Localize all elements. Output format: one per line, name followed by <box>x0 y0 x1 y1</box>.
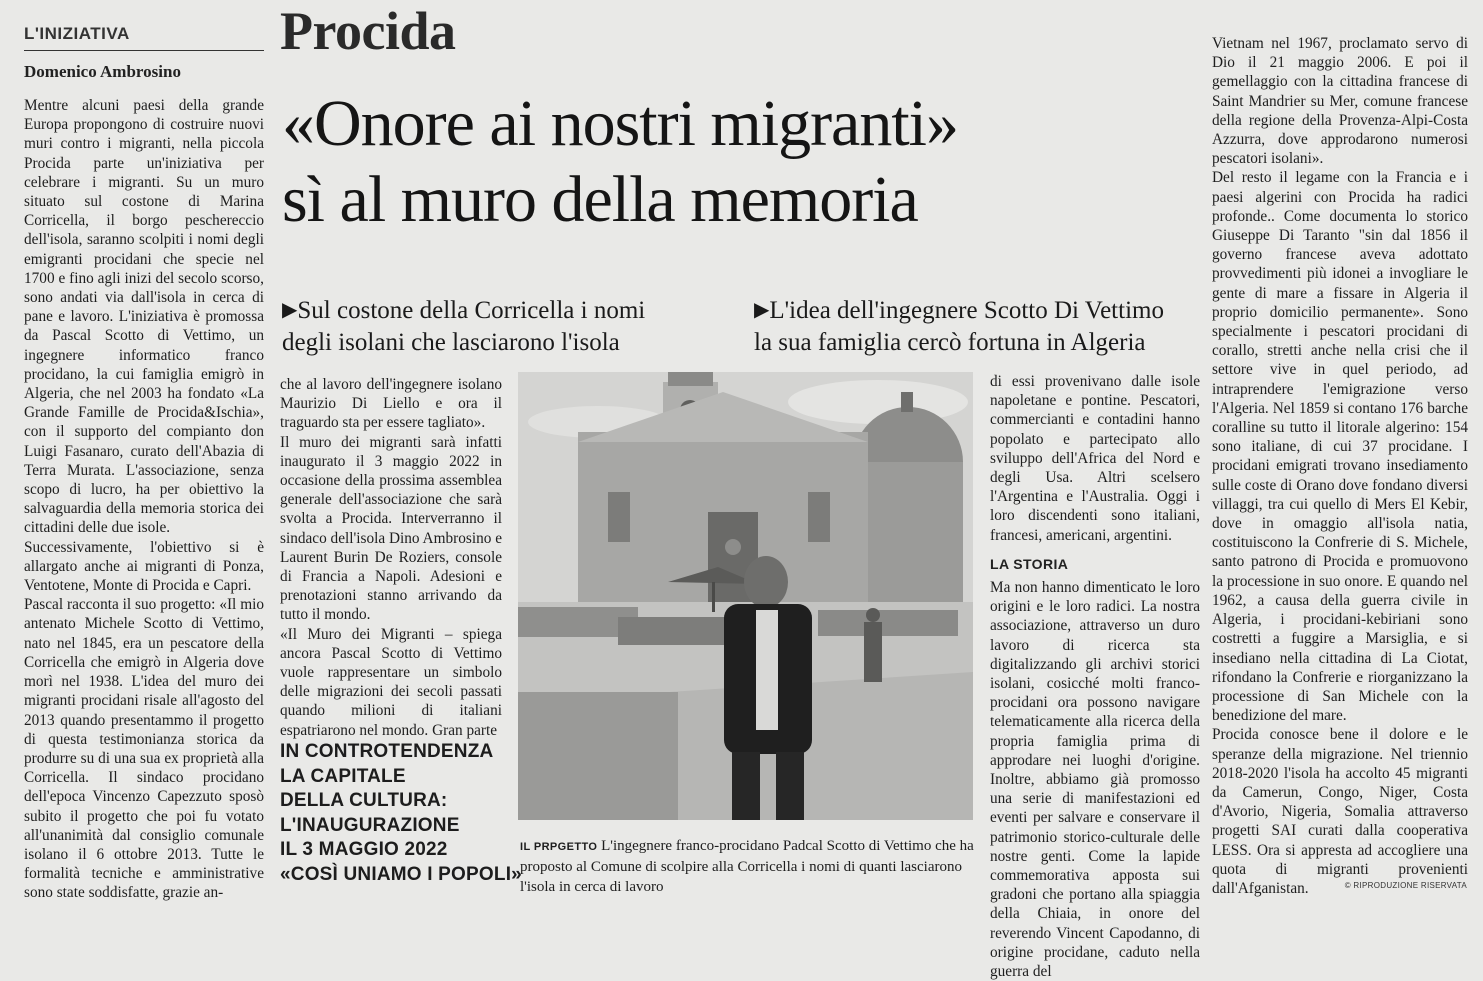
callout-line: «COSÌ UNIAMO I POPOLI» <box>280 863 522 885</box>
subhead-left <box>282 294 645 359</box>
callout-line: L'INAUGURAZIONE <box>280 814 460 836</box>
column-3 <box>990 372 1200 981</box>
col3-paragraph-1: di essi provenivano dalle isole napoletane e pontine. Pescatori, commercianti e contadini hanno popolato e partecipato allo sviluppo dell'Africa del Nord e degli Usa. Altri scelsero l'Argentina e l'Australia. Oggi i loro discendenti sono italiani, francesi, americani, argentini. <box>990 373 1200 544</box>
callout-line: DELLA CULTURA: <box>280 790 448 812</box>
subhead-left-line-1: Sul costone della Corricella i nomi <box>297 297 646 324</box>
subhead-right <box>754 294 1164 359</box>
headline-line-1: «Onore ai nostri migranti» <box>282 87 959 160</box>
column-4 <box>1212 34 1468 898</box>
reproduction-notice: © RIPRODUZIONE RISERVATA <box>1344 881 1467 890</box>
subhead-right-line-1: L'idea dell'ingegnere Scotto Di Vettimo <box>769 297 1164 324</box>
col1-paragraph-1: Mentre alcuni paesi della grande Europa propongono di costruire nuovi muri contro i migranti, nella piccola Procida parte un'iniziativa per celebrare i migranti. Su un muro situato sul costone di Marina Corricella, il borgo peschereccio dell'isola, saranno scolpiti i nomi degli emigranti procidani che specie nel 1700 e fino agli inizi del secolo scorso, sono andati via dall'isola in cerca di pane e lavoro. L'iniziativa è promossa da Pascal Scotto di Vettimo, un ingegnere informatico franco procidano, la cui famiglia emigrò in Algeria, che nel 2003 ha fondato «La Grande Famille de Procida&Ischia», con il supporto del compianto don Luigi Fasanaro, curato dell'Abazia di Terra Murata. L'associazione, senza scopo di lucro, ha per obiettivo la salvaguardia della memoria storica dei cittadini delle due isole. <box>24 97 264 537</box>
subhead-right-line-2: la sua famiglia cercò fortuna in Algeria <box>754 329 1146 356</box>
subhead-left-line-2: degli isolani che lasciarono l'isola <box>282 329 620 356</box>
church-scene-illustration <box>518 372 973 820</box>
col2-paragraph-1: che al lavoro dell'ingegnere isolano Maurizio Di Liello e ora il traguardo sta per essere tagliato». <box>280 376 502 432</box>
col4-paragraph-3: Procida conosce bene il dolore e le speranze della migrazione. Nel triennio 2018-2020 l'isola ha accolto 45 migranti da Camerun, Congo, Niger, Costa d'Avorio, Nigeria, Somalia attraverso progetti SAI curati dalla cooperativa LESS. Ora si appresta ad accogliere una quota di migranti provenienti dall'Afganistan. <box>1212 726 1468 897</box>
col2-paragraph-3: «Il Muro dei Migranti – spiega ancora Pascal Scotto di Vettimo vuole rappresentare un simbolo delle migrazioni dei secoli passati quando milioni di italiani espatriarono nel mondo. Gran parte <box>280 625 502 739</box>
subhead-marker-icon: ▶ <box>282 299 298 321</box>
col1-paragraph-3: Pascal racconta il suo progetto: «Il mio antenato Michele Scotto di Vettimo, nato nel 1845, era un pescatore della Corricella che emigrò in Algeria dove morì nel 1938. L'idea del muro dei migranti procidani risale all'agosto del 2013 quando presentammo il progetto di questa testimonianza storica da produrre su di una sua ex proprietà alla Corricella. Il sindaco procidano dell'epoca Vincenzo Capezzuto sposò subito il progetto che poi fu votato all'unanimità dal consiglio comunale isolano il 6 ottobre 2013. Tutte le formalità tecniche e amministrative sono state soddisfatte, grazie an- <box>24 596 264 902</box>
caption-label: IL PRPGETTO <box>520 841 598 853</box>
column-2 <box>280 375 502 740</box>
caption-text: L'ingegnere franco-procidano Padcal Scotto di Vettimo che ha proposto al Comune di scolpire alla Corricella i nomi di quanti lasciarono l'isola in cerca di lavoro <box>520 838 974 895</box>
subhead-marker-icon: ▶ <box>754 299 770 321</box>
article-topic: Procida <box>280 1 456 61</box>
col4-paragraph-1: Vietnam nel 1967, proclamato servo di Dio il 21 maggio 2006. E poi il gemellaggio con la cittadina francese di Saint Mandrier su Mer, comune francese della regione della Provenza-Alpi-Costa Azzurra, dove approdarono numerosi pescatori isolani». <box>1212 35 1468 168</box>
callout-line: LA CAPITALE <box>280 765 406 787</box>
section-title-la-storia: LA STORIA <box>990 555 1069 572</box>
col2-paragraph-2: Il muro dei migranti sarà infatti inaugurato il 3 maggio 2022 in occasione della prossima assemblea generale dell'associazione che sarà svolta a Procida. Interverranno il sindaco dell'isola Dino Ambrosino e Laurent Burin De Roziers, console di Francia a Napoli. Adesioni e prenotazioni stanno arrivando da tutto il mondo. <box>280 433 502 624</box>
col3-paragraph-2: Ma non hanno dimenticato le loro origini e le loro radici. La nostra associazione, attraverso un duro lavoro di ricerca sta digitalizzando gli archivi storici isolani, cosicché molti franco-procidani ora possono navigare telematicamente alla ricerca della propria famiglia prima di approdare nei luoghi d'origine. Inoltre, abbiamo già promosso una serie di manifestazioni ed eventi per salvare e conservare il patrimonio storico-culturale delle nostre genti. Come la lapide commemorativa apposta sui gradoni che portano alla spiaggia della Chiaia, in onore del reverendo Vincent Capodanno, di origine procidane, caduto nella guerra del <box>990 579 1200 981</box>
headline-line-2: sì al muro della memoria <box>282 163 918 236</box>
highlight-callout <box>280 740 522 888</box>
callout-line: IN CONTROTENDENZA <box>280 741 494 762</box>
col1-paragraph-2: Successivamente, l'obiettivo si è allargato anche ai migranti di Ponza, Ventotene, Monte di Procida e Capri. <box>24 538 264 595</box>
article-photo <box>518 372 973 820</box>
kicker-rule <box>24 50 264 51</box>
section-kicker: L'INIZIATIVA <box>24 24 130 43</box>
photo-caption <box>520 836 990 897</box>
article-headline <box>282 86 1222 238</box>
column-1 <box>24 96 264 903</box>
author-byline: Domenico Ambrosino <box>24 62 181 81</box>
col4-paragraph-2: Del resto il legame con la Francia e i paesi algerini con Procida ha radici profonde.. Come documenta lo storico Giuseppe Di Taranto "sin dal 1856 il governo francese aveva adottato provvedimenti più idonei a invogliare le gente di mare a fissare in Algeria il proprio domicilio permanente». Sono specialmente i pescatori procidani di corallo, stretti anche nella crisi che il settore vive in quel periodo, ad intraprendere l'emigrazione verso l'Algeria. Nel 1859 si contano 176 barche coralline su tutto il litorale algerino: 154 sono italiane, di cui 37 procidane. I procidani emigrati trovano insediamento sulle coste di Orano dove fondano diversi villaggi, tra cui quello di Mers El Kebir, dove in omaggio all'isola natia, costituiscono la Confrerie di S. Michele, santo patrono di Procida e promuovono la processione in suo onore. E quando nel 1962, a causa della guerra civile in Algeria, i procidani-kebiriani sono costretti a fuggire a Marsiglia, e si insediano nella cittadina di La Ciotat, rifondano la Confrerie e riorganizzano la processione di San Michele con la benedizione del mare. <box>1212 169 1468 725</box>
callout-line: IL 3 MAGGIO 2022 <box>280 839 448 861</box>
